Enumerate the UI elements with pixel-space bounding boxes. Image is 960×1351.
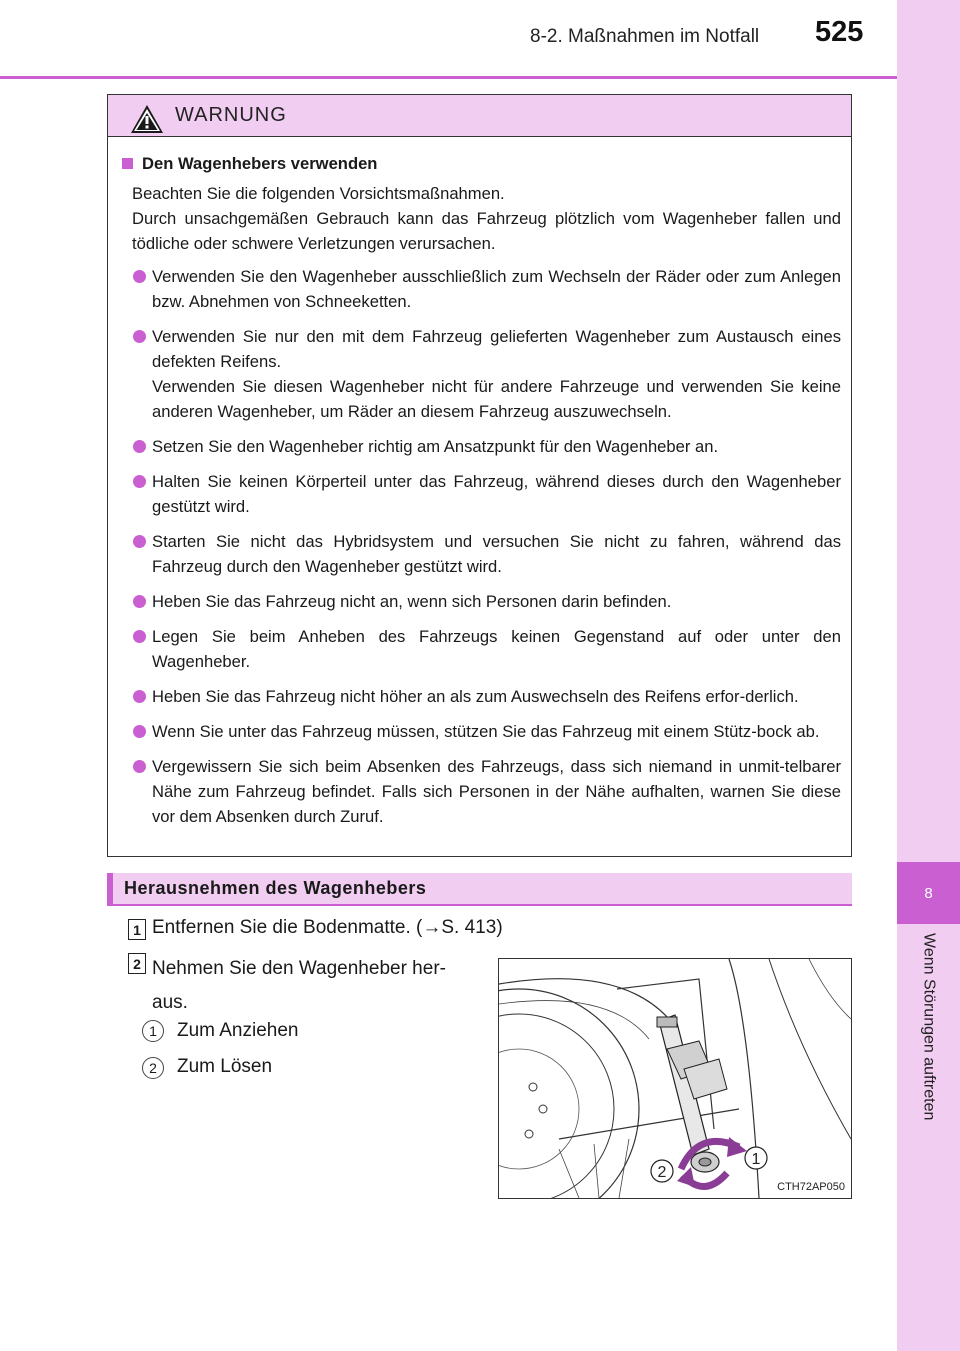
warning-bullet-text: Heben Sie das Fahrzeug nicht an, wenn sich Personen darin befinden.	[152, 592, 672, 611]
removal-header	[107, 873, 852, 906]
warning-bullet-text: Halten Sie keinen Körperteil unter das Fahrzeug, während dieses durch den Wagenheber gestützt wird.	[152, 472, 841, 516]
warning-bullet-text: Verwenden Sie nur den mit dem Fahrzeug gelieferten Wagenheber zum Austausch eines defekten Reifens. Verwenden Sie diesen Wagenheber nicht für andere Fahrzeuge und verwenden Sie keine anderen Wagenheber, um Räder an diesem Fahrzeug auszuwechseln.	[152, 327, 841, 421]
step-1-text: Entfernen Sie die Bodenmatte. (→S. 413)	[152, 917, 503, 938]
item-2-text: Zum Lösen	[177, 1056, 273, 1077]
illustration-code: CTH72AP050	[777, 1181, 845, 1193]
warning-triangle-icon	[130, 104, 164, 134]
round-bullet-icon	[133, 630, 146, 643]
warning-bullet	[122, 529, 841, 579]
warning-bullet	[122, 754, 841, 829]
round-bullet-icon	[133, 475, 146, 488]
warning-bullet-text: Verwenden Sie den Wagenheber ausschließlich zum Wechseln der Räder oder zum Anlegen bzw. Abnehmen von Schneeketten.	[152, 267, 841, 311]
warning-bullet-text: Wenn Sie unter das Fahrzeug müssen, stützen Sie das Fahrzeug mit einem Stütz-bock ab.	[152, 722, 820, 741]
warning-bullet	[122, 684, 841, 709]
round-bullet-icon	[133, 270, 146, 283]
item-number-2: 2	[142, 1057, 164, 1079]
step-2-text: Nehmen Sie den Wagenheber her- aus.	[152, 958, 446, 1013]
step-number-1: 1	[128, 919, 146, 940]
warning-bullet-text: Starten Sie nicht das Hybridsystem und versuchen Sie nicht zu fahren, während das Fahrzeug durch den Wagenheber gestützt wird.	[152, 532, 841, 576]
round-bullet-icon	[133, 330, 146, 343]
warning-box	[107, 94, 852, 857]
round-bullet-icon	[133, 690, 146, 703]
illus-label-1: 1	[751, 1151, 761, 1168]
illus-label-2: 2	[657, 1164, 667, 1181]
round-bullet-icon	[133, 535, 146, 548]
warning-bullet-text: Legen Sie beim Anheben des Fahrzeugs keinen Gegenstand auf oder unter den Wagenheber.	[152, 627, 841, 671]
warning-bullet-text: Setzen Sie den Wagenheber richtig am Ansatzpunkt für den Wagenheber an.	[152, 437, 719, 456]
jack-drawing	[499, 959, 851, 1198]
page-number: 525	[815, 16, 864, 48]
warning-bullet-text: Heben Sie das Fahrzeug nicht höher an als zum Auswechseln des Reifens erfor-derlich.	[152, 687, 799, 706]
warning-subheading-text: Den Wagenhebers verwenden	[142, 154, 378, 173]
warning-bullet-text: Vergewissern Sie sich beim Absenken des Fahrzeugs, dass sich niemand in unmit-telbarer Nähe zum Fahrzeug befindet. Falls sich Personen in der Nähe aufhalten, warnen Sie diese vor dem Absenken durch Zuruf.	[152, 757, 841, 826]
header-rule	[0, 76, 897, 79]
warning-bullet	[122, 469, 841, 519]
jack-illustration	[498, 958, 852, 1199]
round-bullet-icon	[133, 595, 146, 608]
step-number-2: 2	[128, 953, 146, 974]
round-bullet-icon	[133, 760, 146, 773]
square-bullet-icon	[122, 158, 133, 169]
warning-intro: Beachten Sie die folgenden Vorsichtsmaßnahmen. Durch unsachgemäßen Gebrauch kann das Fahrzeug plötzlich vom Wagenheber fallen und tödliche oder schwere Verletzungen verursachen.	[132, 184, 841, 253]
warning-subheading	[122, 151, 841, 176]
removal-title: Herausnehmen des Wagenhebers	[124, 878, 427, 898]
warning-bullet	[122, 624, 841, 674]
warning-header	[108, 95, 851, 137]
removal-header-bar	[107, 873, 113, 904]
chapter-tab[interactable]	[897, 862, 960, 924]
chapter-title: Wenn Störungen auftreten	[920, 933, 938, 1121]
item-number-1: 1	[142, 1020, 164, 1042]
warning-bullet	[122, 589, 841, 614]
round-bullet-icon	[133, 440, 146, 453]
chapter-number: 8	[924, 884, 933, 902]
warning-bullet	[122, 434, 841, 459]
warning-label: WARNUNG	[175, 104, 287, 126]
warning-bullet	[122, 324, 841, 424]
item-1-text: Zum Anziehen	[177, 1020, 299, 1041]
warning-body	[108, 137, 851, 829]
warning-bullet	[122, 719, 841, 744]
warning-bullet-list	[122, 264, 841, 829]
round-bullet-icon	[133, 725, 146, 738]
warning-bullet	[122, 264, 841, 314]
section-title: 8-2. Maßnahmen im Notfall	[530, 26, 760, 47]
